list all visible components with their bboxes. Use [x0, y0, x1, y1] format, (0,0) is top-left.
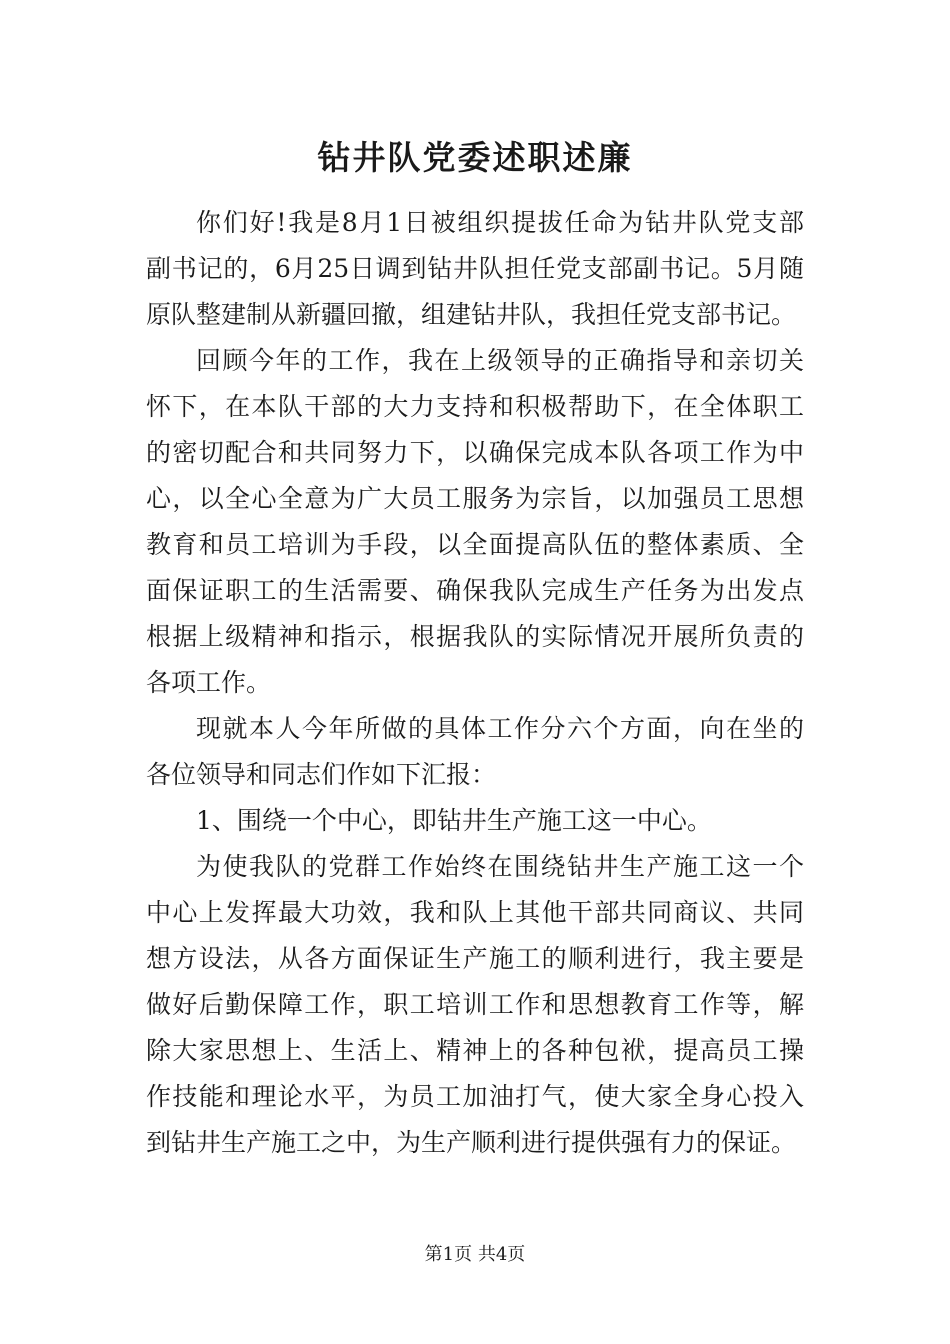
text-line: 原队整建制从新疆回撤，组建钻井队，我担任党支部书记。 — [146, 300, 797, 329]
text-line: 你们好!我是8月1日被组织提拔任命为钻井队党支部 — [196, 208, 804, 237]
text-line: 回顾今年的工作，我在上级领导的正确指导和亲切关 — [196, 346, 804, 375]
text-line: 教育和员工培训为手段，以全面提高队伍的整体素质、全 — [146, 530, 804, 559]
page-footer: 第1页 共4页 — [424, 1244, 526, 1265]
text-line: 到钻井生产施工之中，为生产顺利进行提供强有力的保证。 — [146, 1128, 797, 1157]
text-line: 做好后勤保障工作，职工培训工作和思想教育工作等，解 — [146, 990, 804, 1019]
document-title: 钻井队党委述职述廉 — [317, 138, 633, 177]
text-line: 各项工作。 — [146, 668, 272, 697]
text-line: 根据上级精神和指示，根据我队的实际情况开展所负责的 — [146, 622, 804, 651]
text-line: 除大家思想上、生活上、精神上的各种包袱，提高员工操 — [146, 1036, 804, 1065]
text-line: 现就本人今年所做的具体工作分六个方面，向在坐的 — [196, 714, 804, 743]
text-line: 中心上发挥最大功效，我和队上其他干部共同商议、共同 — [146, 898, 804, 927]
text-line: 副书记的，6月25日调到钻井队担任党支部副书记。5月随 — [146, 254, 804, 283]
text-line: 作技能和理论水平，为员工加油打气，使大家全身心投入 — [146, 1082, 804, 1111]
text-line: 为使我队的党群工作始终在围绕钻井生产施工这一个 — [196, 852, 804, 881]
text-line: 各位领导和同志们作如下汇报： — [146, 760, 497, 789]
text-line: 心，以全心全意为广大员工服务为宗旨，以加强员工思想 — [146, 484, 804, 513]
document-body — [146, 200, 804, 1166]
text-line: 的密切配合和共同努力下，以确保完成本队各项工作为中 — [146, 438, 804, 467]
text-line: 怀下，在本队干部的大力支持和积极帮助下，在全体职工 — [146, 392, 804, 421]
text-line: 想方设法，从各方面保证生产施工的顺利进行，我主要是 — [146, 944, 804, 973]
text-line: 面保证职工的生活需要、确保我队完成生产任务为出发点 — [146, 576, 804, 605]
section-heading: 1、围绕一个中心，即钻井生产施工这一中心。 — [196, 806, 712, 835]
